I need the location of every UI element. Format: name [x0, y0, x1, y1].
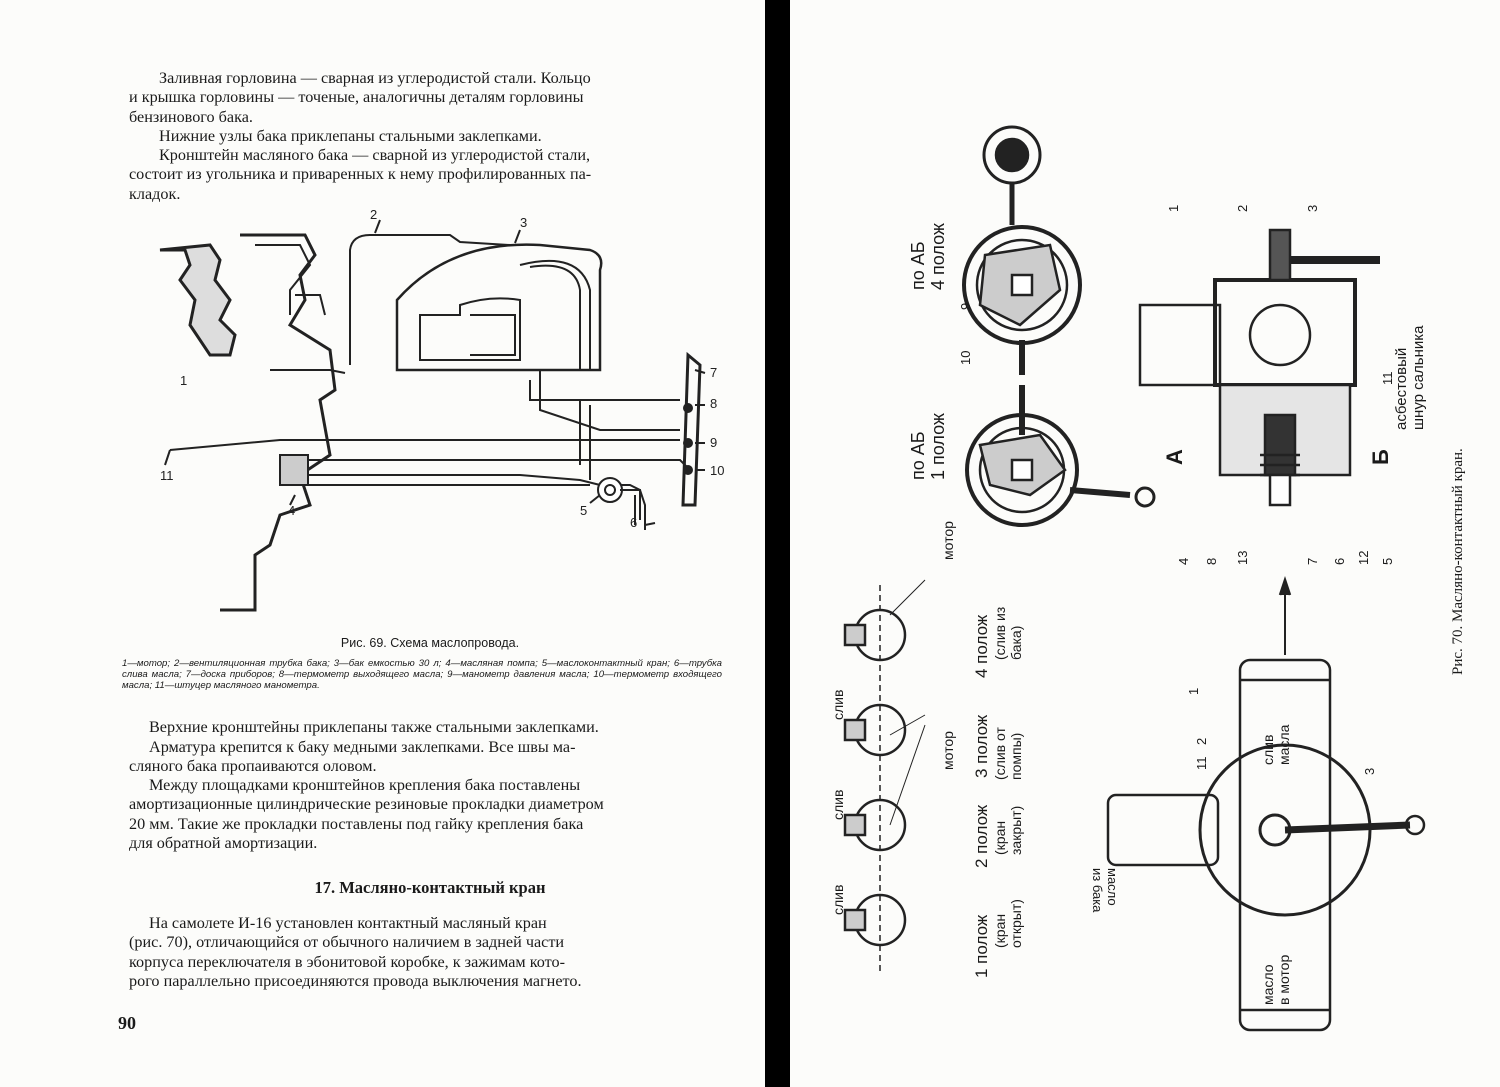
fig69-label-6: 6 [630, 515, 638, 530]
section-label-13: 13 [1235, 550, 1250, 565]
section-label-12: 12 [1356, 550, 1371, 565]
page-number: 90 [118, 1013, 136, 1033]
arrow-b-label: Б [1368, 449, 1393, 465]
right-page [790, 0, 1500, 1087]
oil-from-tank-label: масло из бака [1090, 868, 1120, 913]
position-4-title: 4 полож [972, 614, 991, 678]
plan-label-2: 2 [1194, 737, 1209, 745]
section-label-4: 4 [1176, 557, 1191, 565]
motor-label: мотор [940, 521, 956, 560]
plan-label-3: 3 [1362, 767, 1377, 775]
position-2-title: 2 полож [972, 804, 991, 868]
paragraph-4: Верхние кронштейны приклепаны также стальными заклепками. [149, 718, 599, 736]
fig69-label-3: 3 [520, 215, 528, 230]
book-gutter [765, 0, 790, 1087]
fig69-label-4: 4 [288, 503, 296, 518]
section-label-1: 1 [1166, 204, 1181, 212]
arrow-a-label: А [1162, 449, 1187, 465]
position-1-title: 1 полож [972, 914, 991, 978]
valve-positions-schematic [830, 575, 940, 985]
plan-label-11: 11 [1194, 756, 1209, 770]
position-3-title: 3 полож [972, 714, 991, 778]
plan-label-1: 1 [1186, 687, 1201, 695]
position-4-desc: (слив из бака) [992, 606, 1024, 660]
paragraph-7: На самолете И-16 установлен контактный масляный кран (рис. 70), отличающийся от обычного наличием в задней части корпуса переключателя в эбонитовой коробке, к зажимам кото- рого параллельно присоединяются провода выключения магнето. [129, 914, 582, 990]
section-label-6: 6 [1332, 557, 1347, 565]
paragraph-5: Арматура крепится к баку медными заклепками. Все швы ма- сляного бака пропаиваются оловом. [129, 738, 576, 776]
drain-label-2: слив [830, 789, 846, 820]
valve-longitudinal-section [1130, 190, 1380, 520]
fig69-label-10: 10 [710, 463, 725, 478]
section-label-2: 2 [1235, 204, 1250, 212]
paragraph-2: Нижние узлы бака приклепаны стальными заклепками. [159, 127, 542, 145]
position-1-desc: (кран открыт) [992, 899, 1024, 948]
motor-label-2: мотор [940, 731, 956, 770]
section-label-11: 11 [1380, 371, 1395, 385]
asbestos-cord-label: асбестовый шнур сальника [1393, 325, 1427, 430]
paragraph-6: Между площадками кронштейнов крепления бака поставлены амортизационные цилиндрические резиновые прокладки диаметром 20 мм. Такие же прокладки поставлены под гайку крепления бака для обратной амортизации. [129, 776, 604, 852]
oil-to-motor-label: масло в мотор [1260, 954, 1292, 1005]
section-label-5: 5 [1380, 557, 1395, 565]
fig69-label-2: 2 [370, 207, 378, 222]
paragraph-3: Кронштейн масляного бака — сварной из углеродистой стали, состоит из угольника и приваренных к нему профилированных па- кладок. [129, 146, 592, 203]
fig69-label-1: 1 [180, 373, 188, 388]
fig69-label-9: 9 [710, 435, 718, 450]
valve-label-10: 10 [958, 350, 973, 365]
section-label-7: 7 [1305, 557, 1320, 565]
fig69-label-8: 8 [710, 396, 718, 411]
figure-69-oil-system-diagram [120, 205, 740, 630]
oil-drain-label: слив масла [1260, 724, 1292, 765]
paragraph-1: Заливная горловина — сварная из углеродистой стали. Кольцо и крышка горловины — точеные, аналогичны деталям горловины бензинового бака. [129, 69, 591, 126]
figure-70-caption: Рис. 70. Масляно-контактный кран. [1450, 448, 1466, 675]
drain-label-1: слив [830, 689, 846, 720]
fig69-label-5: 5 [580, 503, 588, 518]
position-3-desc: (слив от помпы) [992, 727, 1024, 780]
position-1-label: по АБ 1 полож [908, 413, 948, 480]
valve-label-9: 9 [958, 302, 973, 310]
position-4-label: по АБ 4 полож [908, 223, 948, 290]
section-label-3: 3 [1305, 204, 1320, 212]
fig69-label-11: 11 [160, 468, 174, 483]
section-label-8: 8 [1204, 557, 1219, 565]
section-heading: 17. Масляно-контактный кран [314, 878, 546, 897]
figure-69-legend: 1—мотор; 2—вентиляционная трубка бака; 3—бак емкостью 30 л; 4—масляная помпа; 5—маслоконтактный кран; 6—трубка слива масла; 7—доска приборов; 8—термометр выходящего масла; 9—манометр давления масла; 10—термометр входящего масла; 11—штуцер масляного манометра. [122, 658, 722, 691]
position-2-desc: (кран закрыт) [992, 805, 1024, 855]
fig69-label-7: 7 [710, 365, 718, 380]
figure-69-caption: Рис. 69. Схема маслопровода. [340, 636, 520, 650]
drain-label-3: слив [830, 884, 846, 915]
